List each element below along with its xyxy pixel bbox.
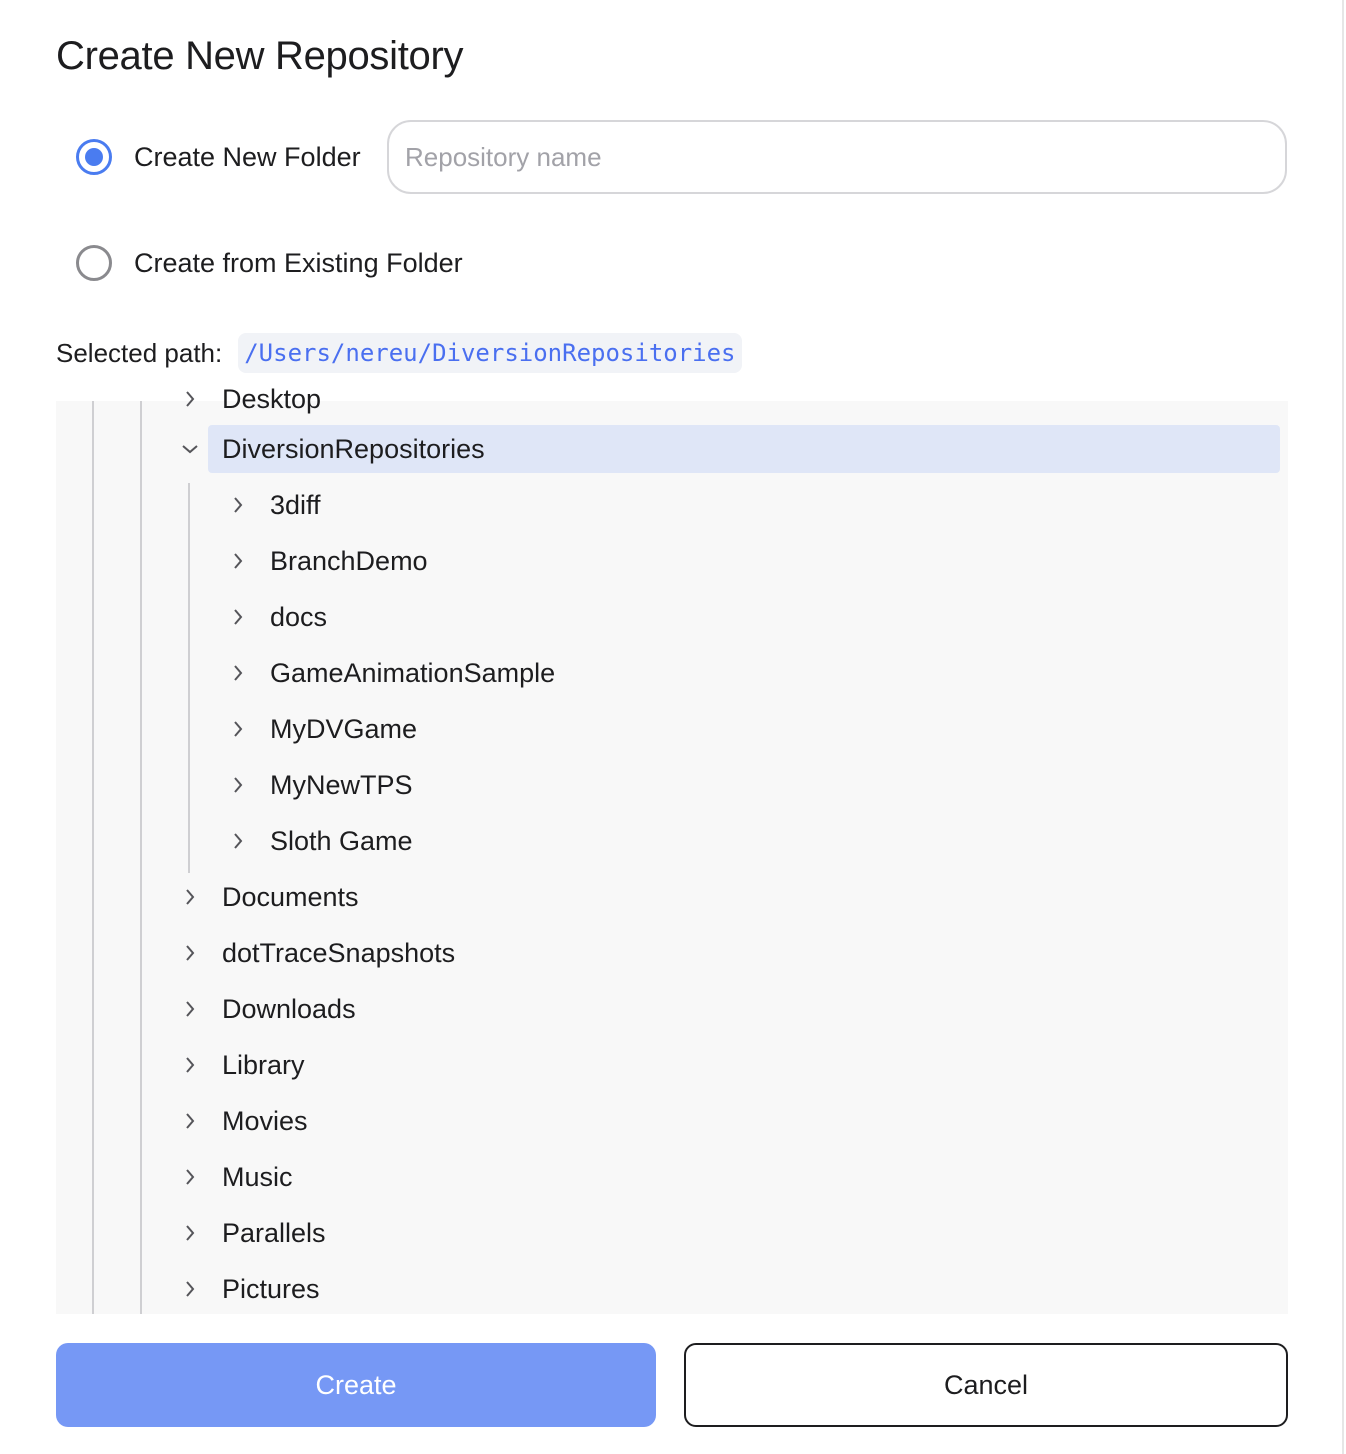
tree-item-label: 3diff <box>270 489 321 520</box>
tree-item-child[interactable] <box>56 649 1288 697</box>
tree-item-label: Desktop <box>222 383 322 414</box>
radio-unchecked-icon[interactable] <box>76 245 112 281</box>
tree-item-sibling[interactable] <box>56 1209 1288 1257</box>
tree-item-diversionrepositories[interactable] <box>56 425 1288 473</box>
chevron-right-icon <box>180 943 200 963</box>
radio-checked-icon[interactable] <box>76 139 112 175</box>
tree-item-label: Parallels <box>222 1217 326 1248</box>
tree-item-label: BranchDemo <box>270 545 428 576</box>
chevron-right-icon <box>228 663 248 683</box>
create-button[interactable]: Create <box>56 1343 656 1427</box>
tree-item-sibling[interactable] <box>56 929 1288 977</box>
chevron-right-icon <box>228 495 248 515</box>
tree-item-label: docs <box>270 601 328 632</box>
tree-item-label: Movies <box>222 1105 308 1136</box>
tree-item-sibling[interactable] <box>56 985 1288 1033</box>
chevron-right-icon <box>180 389 200 409</box>
chevron-right-icon <box>228 551 248 571</box>
repository-name-input[interactable] <box>387 120 1287 194</box>
tree-item-label: GameAnimationSample <box>270 657 556 688</box>
tree-item-label: dotTraceSnapshots <box>222 937 456 968</box>
tree-item-label: Documents <box>222 881 359 912</box>
tree-item-label: MyNewTPS <box>270 769 413 800</box>
chevron-right-icon <box>180 1279 200 1299</box>
tree-item-label: Sloth Game <box>270 825 413 856</box>
folder-tree[interactable] <box>56 383 1288 1314</box>
chevron-right-icon <box>228 719 248 739</box>
cancel-button[interactable]: Cancel <box>684 1343 1288 1427</box>
chevron-right-icon <box>180 1223 200 1243</box>
chevron-down-icon <box>180 439 200 459</box>
tree-item-child[interactable] <box>56 593 1288 641</box>
tree-item-sibling[interactable] <box>56 1097 1288 1145</box>
tree-item-label: DiversionRepositories <box>222 433 485 464</box>
tree-item-label: MyDVGame <box>270 713 418 744</box>
chevron-right-icon <box>180 887 200 907</box>
tree-item-child[interactable] <box>56 761 1288 809</box>
tree-item-label: Library <box>222 1049 305 1080</box>
tree-item-child[interactable] <box>56 481 1288 529</box>
tree-item-sibling[interactable] <box>56 1041 1288 1089</box>
chevron-right-icon <box>180 999 200 1019</box>
tree-item-sibling[interactable] <box>56 873 1288 921</box>
create-from-existing-folder-label: Create from Existing Folder <box>134 247 463 278</box>
tree-item-child[interactable] <box>56 705 1288 753</box>
chevron-right-icon <box>180 1167 200 1187</box>
selected-path-label: Selected path: <box>56 337 223 368</box>
selected-path <box>56 333 742 373</box>
tree-item-label: Pictures <box>222 1273 320 1304</box>
chevron-right-icon <box>228 831 248 851</box>
create-new-folder-label: Create New Folder <box>134 141 361 172</box>
selected-path-value: /Users/nereu/DiversionRepositories <box>238 333 741 373</box>
chevron-right-icon <box>180 1055 200 1075</box>
tree-item-child[interactable] <box>56 817 1288 865</box>
chevron-right-icon <box>180 1111 200 1131</box>
create-new-folder-option[interactable] <box>76 139 361 175</box>
tree-item-sibling[interactable] <box>56 1153 1288 1201</box>
tree-item-label: Music <box>222 1161 293 1192</box>
chevron-right-icon <box>228 775 248 795</box>
tree-item-desktop[interactable] <box>56 375 1288 423</box>
tree-item-label: Downloads <box>222 993 356 1024</box>
chevron-right-icon <box>228 607 248 627</box>
create-from-existing-folder-option[interactable] <box>76 245 463 281</box>
tree-item-sibling[interactable] <box>56 1265 1288 1313</box>
tree-item-child[interactable] <box>56 537 1288 585</box>
dialog-title: Create New Repository <box>56 34 464 78</box>
